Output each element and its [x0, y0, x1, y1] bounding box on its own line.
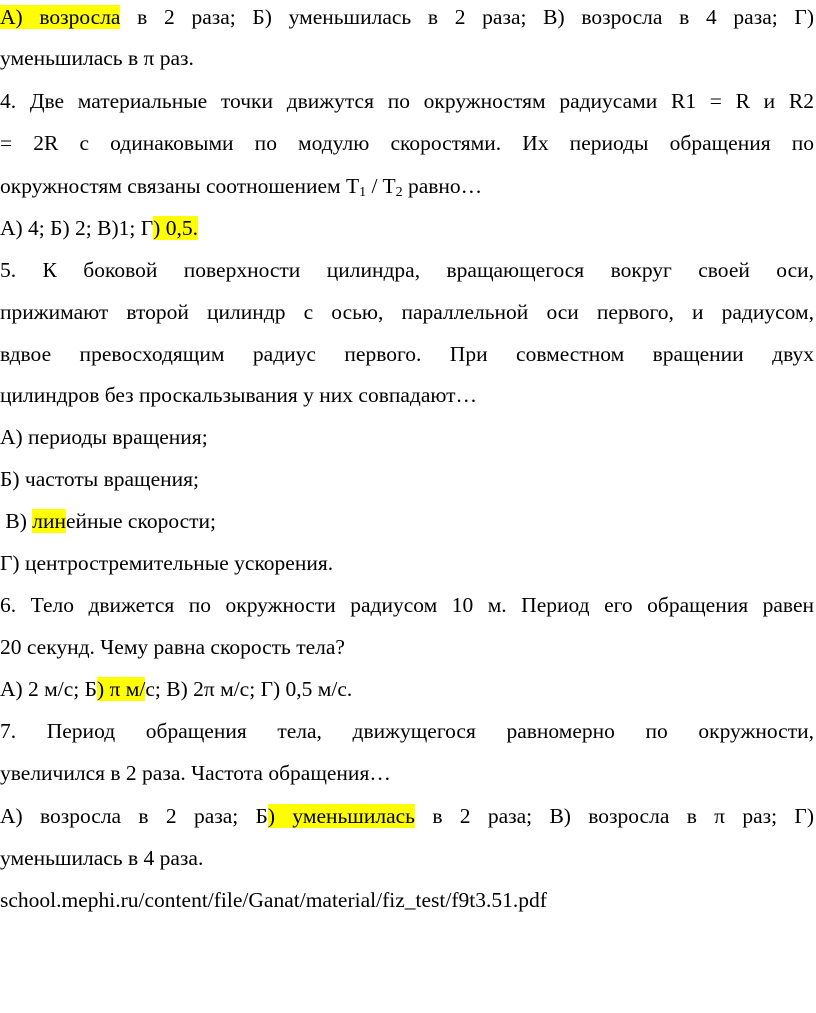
highlight-answer-b: ) уменьшилась: [267, 804, 415, 828]
q3-answer-line-2: уменьшилась в π раз.: [0, 46, 194, 70]
q3-answer-line-1: А) возросла в 2 раза; Б) уменьшилась в 2 раза; В) возросла в 4 раза; Г): [0, 5, 814, 29]
q5-option-v: В) линейные скорости;: [0, 509, 217, 533]
q4-text-line-2: = 2R с одинаковыми по модулю скоростями. Их периоды обращения по: [0, 131, 814, 155]
source-url: school.mephi.ru/content/file/Ganat/material/fiz_test/f9t3.51.pdf: [0, 888, 547, 912]
q7-text-line-1: 7. Период обращения тела, движущегося равномерно по окружности,: [0, 719, 814, 743]
q6-answers: А) 2 м/с; Б) π м/с; В) 2π м/с; Г) 0,5 м/с.: [0, 677, 353, 701]
q7-answers-line-2: уменьшилась в 4 раза.: [0, 846, 204, 870]
highlight-answer-a: А) возросла: [0, 5, 121, 29]
q5-text-line-2: прижимают второй цилиндр с осью, параллельной оси первого, и радиусом,: [0, 300, 814, 324]
q6-text-line-2: 20 секунд. Чему равна скорость тела?: [0, 635, 345, 659]
q4-text-line-1: 4. Две материальные точки движутся по окружностям радиусами R1 = R и R2: [0, 89, 814, 113]
q6-text-line-1: 6. Тело движется по окружности радиусом 10 м. Период его обращения равен: [0, 593, 814, 617]
q5-text-line-3: вдвое превосходящим радиус первого. При совместном вращении двух: [0, 342, 814, 366]
q5-text-line-1: 5. К боковой поверхности цилиндра, вращающегося вокруг своей оси,: [0, 258, 814, 282]
q7-answers-line-1: А) возросла в 2 раза; Б) уменьшилась в 2 раза; В) возросла в π раз; Г): [0, 804, 814, 828]
q7-text-line-2: увеличился в 2 раза. Частота обращения…: [0, 761, 391, 785]
q5-option-g: Г) центростремительные ускорения.: [0, 551, 334, 575]
q4-text-line-3: окружностям связаны соотношением $T_1 / T_2$ равно…: [0, 174, 483, 200]
highlight-answer-b: ) π м/: [97, 677, 146, 701]
q5-option-b: Б) частоты вращения;: [0, 467, 199, 491]
q5-option-a: А) периоды вращения;: [0, 425, 208, 449]
highlight-answer-v: лин: [32, 509, 66, 533]
q4-answers: А) 4; Б) 2; В)1; Г) 0,5.: [0, 216, 198, 240]
q5-text-line-4: цилиндров без проскальзывания у них совпадают…: [0, 383, 478, 407]
highlight-answer-g: ) 0,5.: [153, 216, 198, 240]
